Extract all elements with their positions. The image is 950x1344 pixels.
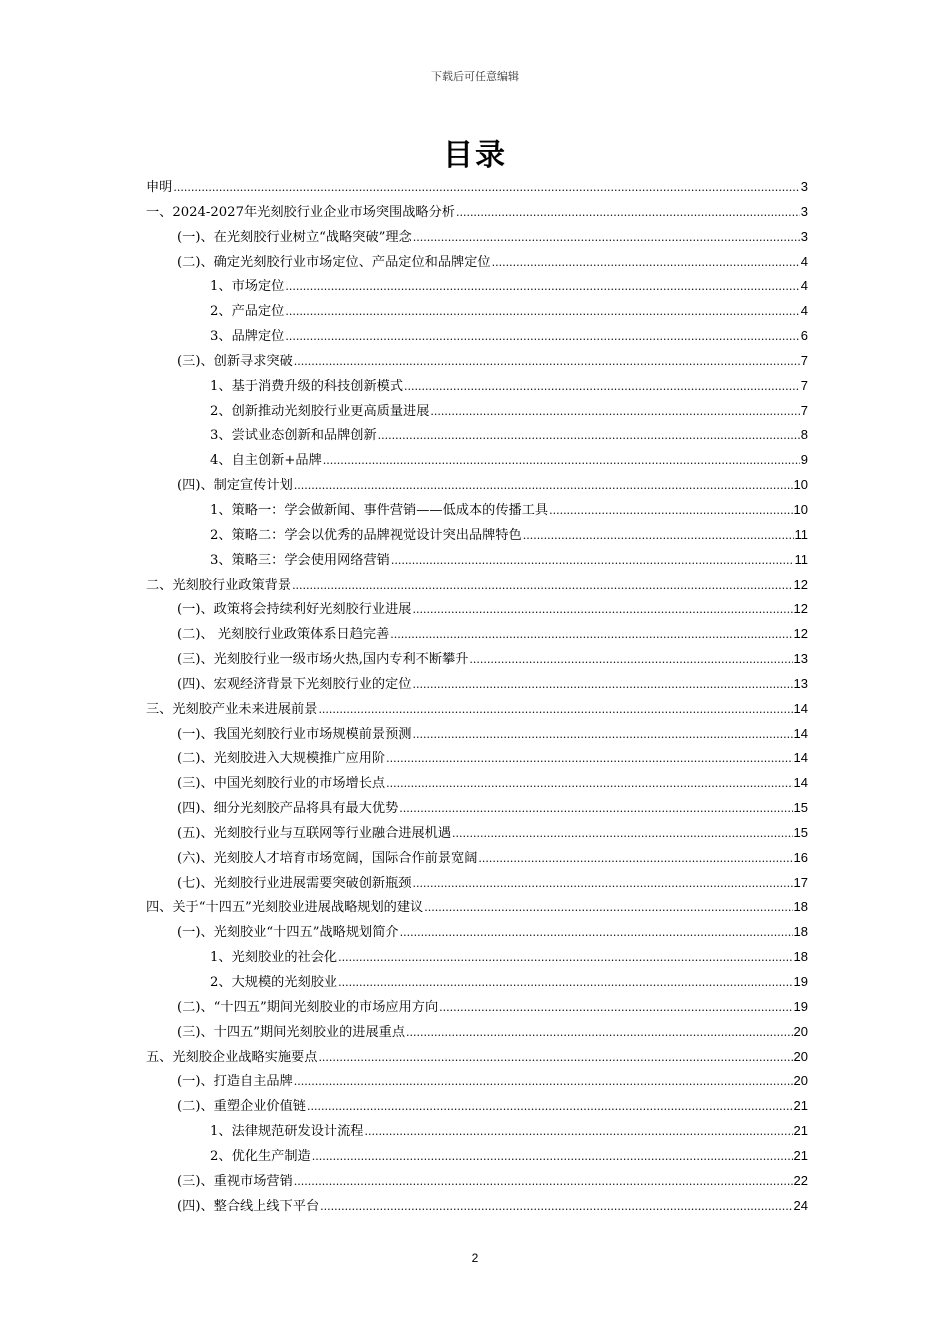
toc-entry-title: 1、法律规范研发设计流程	[210, 1124, 364, 1140]
toc-leader-dots	[320, 1200, 792, 1213]
toc-entry-title: 四、关于“十四五”光刻胶业进展战略规划的建议	[146, 900, 424, 916]
toc-entry-title: 三、光刻胶产业未来进展前景	[146, 701, 318, 717]
toc-entry-title: 4、自主创新+品牌	[210, 453, 322, 469]
toc-leader-dots	[430, 405, 799, 418]
toc-entry-title: 3、尝试业态创新和品牌创新	[210, 428, 377, 444]
toc-leader-dots	[400, 926, 793, 939]
toc-entry-page: 12	[793, 626, 808, 642]
toc-entry-page: 10	[793, 501, 808, 517]
toc-entry-title: (三)、十四五”期间光刻胶业的进展重点	[177, 1024, 406, 1040]
toc-entry-title: (一)、光刻胶业“十四五”战略规划简介	[177, 925, 399, 941]
toc-entry-title: (四)、制定宣传计划	[177, 478, 293, 494]
toc-entry-page: 15	[793, 824, 808, 840]
toc-leader-dots	[412, 603, 792, 616]
toc-entry-page: 7	[800, 352, 808, 368]
toc-entry-title: 3、策略三：学会使用网络营销	[210, 552, 390, 568]
toc-entry-page: 12	[793, 601, 808, 617]
toc-entry-title: 2、策略二：学会以优秀的品牌视觉设计突出品牌特色	[210, 527, 522, 543]
page-title: 目录	[443, 138, 507, 173]
table-of-contents	[146, 176, 808, 1219]
toc-leader-dots	[294, 355, 800, 368]
toc-leader-dots	[378, 429, 800, 442]
toc-entry-page: 14	[793, 725, 808, 741]
toc-entry-page: 4	[800, 303, 808, 319]
toc-entry[interactable]	[146, 300, 808, 325]
toc-entry[interactable]	[146, 474, 808, 499]
toc-entry-title: (二)、光刻胶进入大规模推广应用阶	[177, 751, 386, 767]
toc-entry-page: 7	[800, 377, 808, 393]
toc-entry[interactable]	[146, 499, 808, 524]
toc-entry-page: 3	[800, 179, 808, 194]
toc-entry-page: 18	[793, 924, 808, 940]
toc-leader-dots	[391, 554, 794, 567]
toc-entry-page: 4	[800, 253, 808, 269]
toc-leader-dots	[292, 579, 792, 592]
toc-entry-title: (五)、光刻胶行业与互联网等行业融合进展机遇	[177, 825, 452, 841]
toc-leader-dots	[439, 1001, 792, 1014]
toc-entry-page: 10	[793, 477, 808, 493]
toc-entry[interactable]	[146, 872, 808, 897]
toc-leader-dots	[364, 1125, 792, 1138]
toc-entry-page: 19	[793, 974, 808, 989]
toc-entry-page: 18	[793, 899, 808, 915]
toc-leader-dots	[307, 1100, 793, 1113]
toc-entry-page: 9	[800, 452, 808, 468]
toc-leader-dots	[456, 206, 800, 219]
toc-leader-dots	[294, 479, 793, 492]
toc-entry-page: 14	[793, 700, 808, 716]
toc-entry-title: 3、品牌定位	[210, 329, 285, 345]
toc-leader-dots	[312, 1150, 793, 1163]
toc-entry[interactable]	[146, 822, 808, 847]
toc-entry-title: 2、产品定位	[210, 304, 285, 320]
toc-entry-page: 11	[794, 526, 808, 542]
toc-leader-dots	[412, 877, 792, 890]
toc-entry[interactable]	[146, 275, 808, 300]
toc-entry-title: (二)、“十四五”期间光刻胶业的市场应用方向	[177, 999, 439, 1015]
toc-leader-dots	[424, 901, 792, 914]
toc-entry-page: 15	[793, 800, 808, 816]
toc-entry-page: 20	[793, 1048, 808, 1064]
toc-entry-title: (二)、 光刻胶行业政策体系日趋完善	[177, 627, 390, 643]
toc-entry-title: 1、市场定位	[210, 279, 285, 295]
toc-entry[interactable]	[146, 1070, 808, 1095]
toc-leader-dots	[413, 231, 800, 244]
toc-leader-dots	[404, 380, 800, 393]
toc-entry[interactable]	[146, 1021, 808, 1046]
toc-entry[interactable]	[146, 921, 808, 946]
toc-leader-dots	[318, 703, 792, 716]
toc-entry-title: (四)、整合线上线下平台	[177, 1198, 320, 1214]
toc-entry-title: (四)、宏观经济背景下光刻胶行业的定位	[177, 676, 412, 692]
toc-leader-dots	[412, 678, 792, 691]
toc-entry-title: (三)、重视市场营销	[177, 1173, 293, 1189]
toc-entry-page: 19	[793, 998, 808, 1014]
toc-entry-page: 16	[793, 849, 808, 865]
toc-entry-title: 2、优化生产制造	[210, 1148, 311, 1164]
toc-entry[interactable]	[146, 1046, 808, 1071]
toc-entry-page: 13	[793, 651, 808, 667]
toc-entry[interactable]	[146, 747, 808, 772]
toc-leader-dots	[285, 330, 799, 343]
toc-leader-dots	[294, 1075, 793, 1088]
toc-leader-dots	[386, 777, 792, 790]
toc-entry[interactable]	[146, 574, 808, 599]
toc-entry[interactable]	[146, 698, 808, 723]
toc-entry[interactable]	[146, 201, 808, 226]
toc-entry[interactable]	[146, 1145, 808, 1170]
toc-entry[interactable]	[146, 971, 808, 996]
toc-entry-title: 2、大规模的光刻胶业	[210, 975, 338, 990]
toc-entry-page: 21	[793, 1123, 808, 1139]
toc-entry-page: 3	[800, 203, 808, 219]
toc-leader-dots	[412, 728, 792, 741]
toc-entry-page: 13	[793, 675, 808, 691]
toc-entry[interactable]	[146, 1195, 808, 1220]
toc-entry-page: 14	[793, 775, 808, 791]
toc-entry-title: 1、光刻胶业的社会化	[210, 950, 338, 966]
toc-leader-dots	[338, 976, 792, 989]
toc-entry-title: (二)、重塑企业价值链	[177, 1099, 306, 1115]
toc-entry-page: 18	[793, 949, 808, 965]
toc-entry[interactable]	[146, 1095, 808, 1120]
toc-entry-page: 17	[793, 874, 808, 890]
toc-entry[interactable]	[146, 424, 808, 449]
toc-entry[interactable]	[146, 325, 808, 350]
toc-entry-page: 4	[800, 278, 808, 294]
toc-entry-title: (二)、确定光刻胶行业市场定位、产品定位和品牌定位	[177, 254, 491, 270]
toc-leader-dots	[478, 852, 792, 865]
toc-entry-title: 二、光刻胶行业政策背景	[146, 577, 292, 593]
toc-entry-page: 21	[793, 1098, 808, 1114]
toc-leader-dots	[492, 256, 800, 269]
toc-entry[interactable]	[146, 350, 808, 375]
toc-entry[interactable]	[146, 375, 808, 400]
toc-entry-page: 8	[800, 427, 808, 443]
toc-entry[interactable]	[146, 598, 808, 623]
toc-entry-title: 一、2024-2027年光刻胶行业企业市场突围战略分析	[146, 204, 455, 220]
toc-entry-page: 20	[793, 1073, 808, 1089]
toc-entry-page: 14	[793, 750, 808, 766]
toc-entry[interactable]	[146, 648, 808, 673]
toc-leader-dots	[318, 1051, 792, 1064]
toc-entry[interactable]	[146, 524, 808, 549]
toc-leader-dots	[285, 305, 799, 318]
toc-leader-dots	[390, 628, 792, 641]
toc-entry[interactable]	[146, 449, 808, 474]
toc-entry[interactable]	[146, 772, 808, 797]
toc-entry-title: (三)、创新寻求突破	[177, 353, 293, 369]
toc-entry[interactable]	[146, 673, 808, 698]
toc-leader-dots	[323, 454, 800, 467]
toc-entry-page: 21	[793, 1147, 808, 1163]
toc-entry-title: (三)、光刻胶行业一级市场火热,国内专利不断攀升	[177, 652, 469, 668]
toc-leader-dots	[469, 653, 792, 666]
toc-entry-page: 3	[800, 228, 808, 244]
toc-leader-dots	[386, 752, 792, 765]
toc-entry[interactable]	[146, 1170, 808, 1195]
toc-leader-dots	[549, 504, 792, 517]
toc-entry[interactable]	[146, 1120, 808, 1145]
toc-entry-title: (一)、在光刻胶行业树立“战略突破”理念	[177, 229, 412, 245]
toc-entry-title: (一)、我国光刻胶行业市场规模前景预测	[177, 726, 412, 742]
page-number: 2	[471, 1251, 479, 1265]
toc-entry-title: (六)、光刻胶人才培育市场宽阔，国际合作前景宽阔	[177, 850, 478, 866]
toc-entry-page: 6	[800, 328, 808, 344]
toc-entry-page: 24	[793, 1197, 808, 1213]
toc-leader-dots	[399, 802, 792, 815]
toc-entry-page: 11	[794, 551, 808, 567]
toc-leader-dots	[452, 827, 792, 840]
toc-entry-title: (七)、光刻胶行业进展需要突破创新瓶颈	[177, 875, 412, 891]
toc-entry[interactable]	[146, 946, 808, 971]
toc-leader-dots	[173, 181, 799, 194]
toc-entry[interactable]	[146, 896, 808, 921]
page-header: 下载后可任意编辑	[431, 70, 519, 83]
toc-entry[interactable]	[146, 723, 808, 748]
toc-entry-title: 1、基于消费升级的科技创新模式	[210, 378, 404, 394]
toc-leader-dots	[285, 280, 799, 293]
toc-entry-page: 7	[800, 402, 808, 418]
toc-entry[interactable]	[146, 797, 808, 822]
toc-leader-dots	[406, 1026, 793, 1039]
toc-entry[interactable]	[146, 176, 808, 201]
toc-entry-title: (一)、打造自主品牌	[177, 1074, 293, 1090]
toc-entry-title: (四)、细分光刻胶产品将具有最大优势	[177, 801, 399, 817]
toc-leader-dots	[523, 529, 794, 542]
toc-entry-title: (一)、政策将会持续利好光刻胶行业进展	[177, 602, 412, 618]
toc-entry-page: 20	[793, 1023, 808, 1039]
toc-entry-title: 申明	[146, 180, 173, 195]
toc-entry[interactable]	[146, 251, 808, 276]
toc-entry-title: 五、光刻胶企业战略实施要点	[146, 1049, 318, 1065]
toc-entry[interactable]	[146, 996, 808, 1021]
toc-entry-page: 22	[793, 1172, 808, 1188]
toc-entry-title: (三)、中国光刻胶行业的市场增长点	[177, 776, 386, 792]
toc-leader-dots	[294, 1175, 793, 1188]
toc-entry-title: 2、创新推动光刻胶行业更高质量进展	[210, 403, 430, 419]
toc-entry[interactable]	[146, 847, 808, 872]
toc-entry[interactable]	[146, 400, 808, 425]
toc-leader-dots	[338, 951, 792, 964]
toc-entry[interactable]	[146, 623, 808, 648]
toc-entry-page: 12	[793, 576, 808, 592]
toc-entry-title: 1、策略一：学会做新闻、事件营销——低成本的传播工具	[210, 502, 549, 518]
toc-entry[interactable]	[146, 549, 808, 574]
toc-entry[interactable]	[146, 226, 808, 251]
